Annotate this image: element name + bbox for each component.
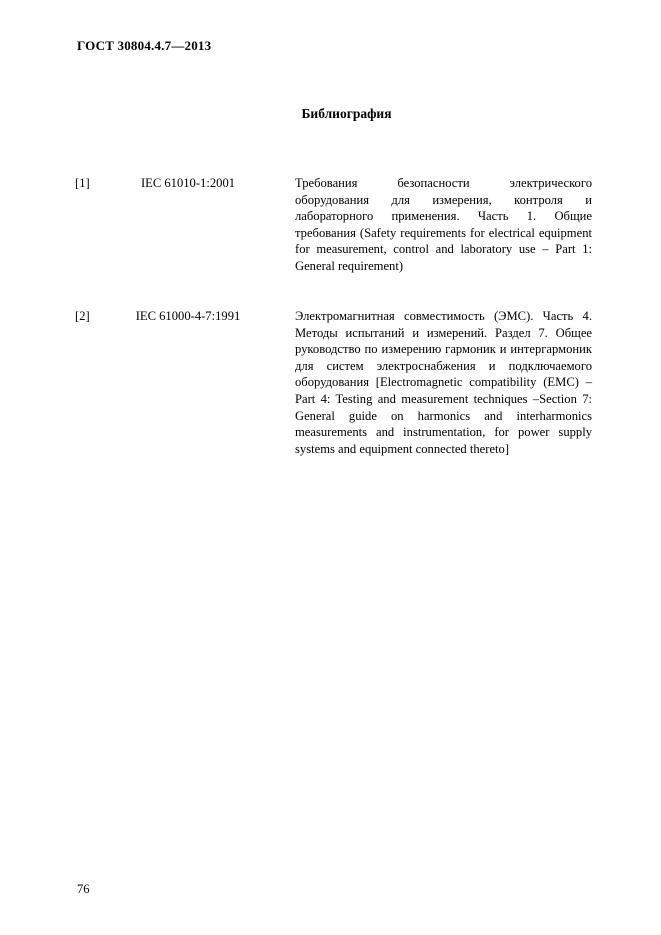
reference-standard-code: IEC 61010-1:2001 [140, 176, 236, 190]
reference-standard-code: IEC 61000-4-7:1991 [135, 309, 241, 323]
reference-description: Электромагнитная совместимость (ЭМС). Часть 4. Методы испытаний и измерений. Раздел 7. Общее руководство по измерению гармоник и интергармоник для систем электроснабжения и подключаемого оборудования [Electromagnetic compatibility (EMC) – Part 4: Testing and measurement techniques –Section 7: General guide on harmonics and interharmonics measurements and instrumentation, for power supply systems and equipment connected thereto] [295, 309, 592, 456]
document-header: ГОСТ 30804.4.7—2013 [77, 38, 212, 53]
page-title: Библиография [301, 106, 392, 121]
reference-description: Требования безопасности электрического оборудования для измерения, контроля и лабораторного применения. Часть 1. Общие требования (Safety requirements for electrical equipment for measurement, control and laboratory use – Part 1: General requirement) [295, 176, 592, 273]
reference-number: [1] [75, 176, 90, 190]
reference-number: [2] [75, 309, 90, 323]
page-number: 76 [77, 882, 90, 896]
